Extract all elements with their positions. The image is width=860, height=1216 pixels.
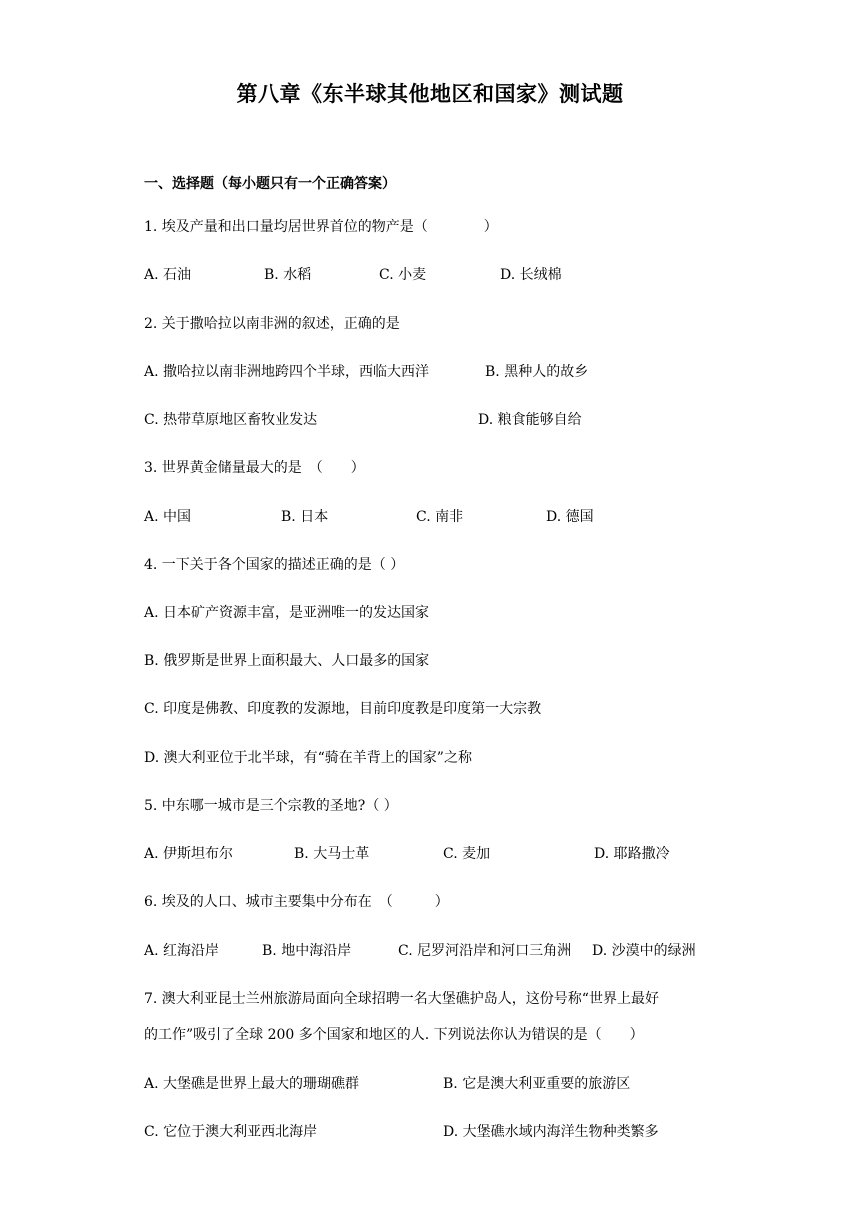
option-a: A. 大堡礁是世界上最大的珊瑚礁群 bbox=[144, 1076, 360, 1092]
page-title: 第八章《东半球其他地区和国家》测试题 bbox=[236, 82, 624, 106]
option-a: A. 中国 bbox=[144, 509, 192, 525]
option-d: D. 长绒棉 bbox=[500, 267, 562, 283]
option-c: C. 南非 bbox=[416, 509, 464, 525]
option-c: C. 麦加 bbox=[443, 846, 491, 862]
option-b: B. 它是澳大利亚重要的旅游区 bbox=[443, 1076, 631, 1092]
option-d: D. 耶路撒冷 bbox=[594, 846, 670, 862]
option-b: B. 大马士革 bbox=[294, 846, 370, 862]
option-a: A. 石油 bbox=[144, 267, 192, 283]
option-c: C. 热带草原地区畜牧业发达 bbox=[144, 412, 318, 428]
option-d: D. 粮食能够自给 bbox=[478, 412, 582, 428]
option-d: D. 大堡礁水域内海洋生物种类繁多 bbox=[443, 1124, 659, 1140]
question-stem: 3. 世界黄金储量最大的是 （ ） bbox=[144, 460, 365, 476]
option-b: B. 水稻 bbox=[264, 267, 312, 283]
question-stem: 1. 埃及产量和出口量均居世界首位的物产是（ ） bbox=[144, 219, 498, 235]
option-b: B. 日本 bbox=[281, 509, 329, 525]
option-a: A. 伊斯坦布尔 bbox=[144, 846, 234, 862]
question-stem: 4. 一下关于各个国家的描述正确的是（ ） bbox=[144, 557, 405, 573]
option-b: B. 俄罗斯是世界上面积最大、人口最多的国家 bbox=[144, 653, 430, 669]
section-heading: 一、选择题（每小题只有一个正确答案） bbox=[144, 176, 396, 192]
option-c: C. 印度是佛教、印度教的发源地，目前印度教是印度第一大宗教 bbox=[144, 701, 542, 717]
option-a: A. 日本矿产资源丰富，是亚洲唯一的发达国家 bbox=[144, 605, 430, 621]
question-stem: 5. 中东哪一城市是三个宗教的圣地?（ ） bbox=[144, 798, 398, 814]
option-d: D. 沙漠中的绿洲 bbox=[592, 943, 696, 959]
option-a: A. 红海沿岸 bbox=[144, 943, 220, 959]
option-d: D. 德国 bbox=[546, 509, 594, 525]
question-stem: 6. 埃及的人口、城市主要集中分布在 （ ） bbox=[144, 894, 449, 910]
question-stem: 2. 关于撒哈拉以南非洲的叙述，正确的是 bbox=[144, 316, 400, 332]
option-d: D. 澳大利亚位于北半球，有“骑在羊背上的国家”之称 bbox=[144, 750, 472, 766]
option-a: A. 撒哈拉以南非洲地跨四个半球，西临大西洋 bbox=[144, 364, 430, 380]
option-c: C. 尼罗河沿岸和河口三角洲 bbox=[398, 943, 572, 959]
option-c: C. 它位于澳大利亚西北海岸 bbox=[144, 1124, 318, 1140]
question-stem-line-1: 7. 澳大利亚昆士兰州旅游局面向全球招聘一名大堡礁护岛人，这份号称“世界上最好 bbox=[144, 991, 659, 1007]
option-c: C. 小麦 bbox=[379, 267, 427, 283]
question-stem-line-2: 的工作”吸引了全球 200 多个国家和地区的人. 下列说法你认为错误的是（ ） bbox=[144, 1027, 644, 1043]
option-b: B. 黑种人的故乡 bbox=[485, 364, 589, 380]
option-b: B. 地中海沿岸 bbox=[262, 943, 352, 959]
